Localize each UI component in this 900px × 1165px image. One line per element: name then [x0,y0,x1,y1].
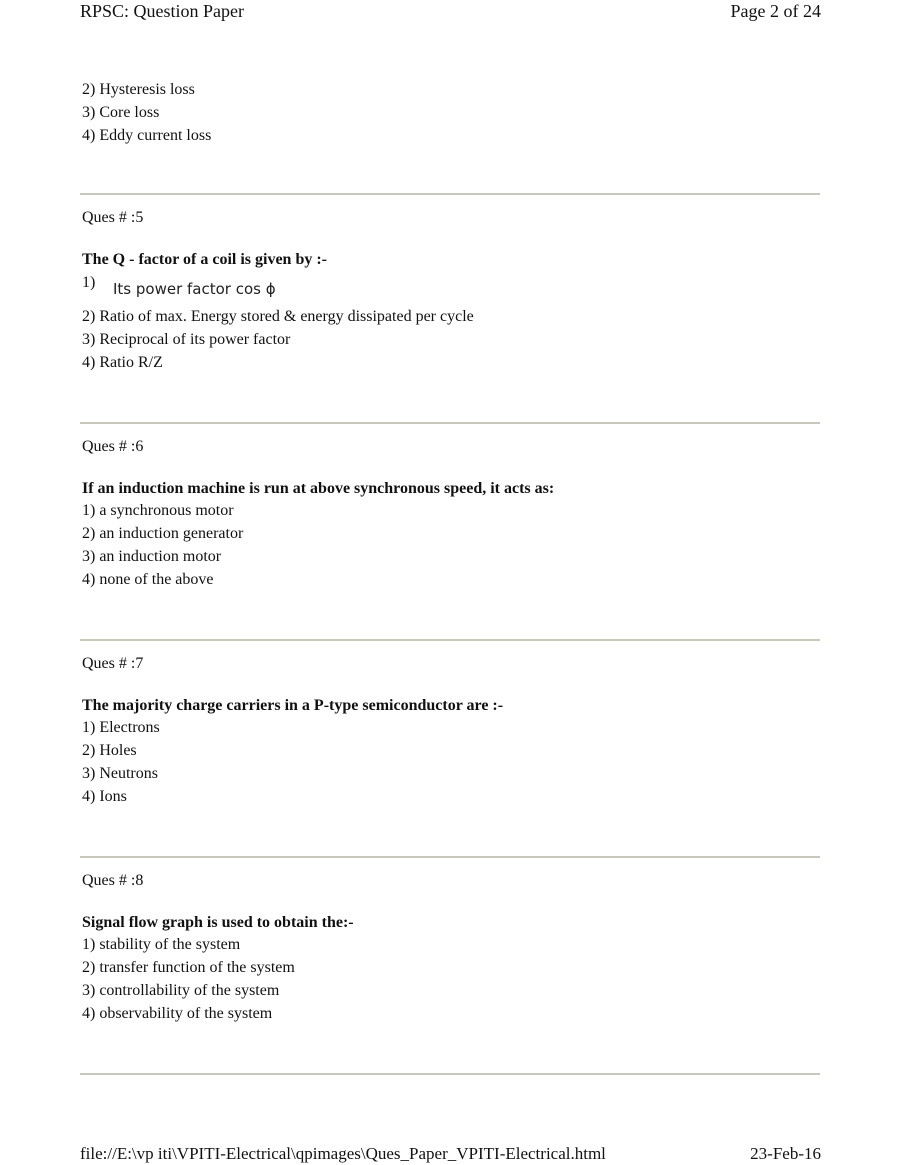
question-text: Signal flow graph is used to obtain the:- [82,913,354,931]
question-paper-content [82,79,822,1075]
question-text: The Q - factor of a coil is given by :- [82,251,328,269]
option: 1) stability of the system [82,936,241,954]
option-number: 1) [82,274,96,292]
option: 2) Holes [82,742,137,760]
question-text: The majority charge carriers in a P-type semiconductor are :- [82,696,504,714]
option: 3) Core loss [82,103,160,121]
option: 2) transfer function of the system [82,959,295,977]
option: 4) none of the above [82,570,214,588]
option: 3) controllability of the system [82,981,280,999]
option: 3) Neutrons [82,764,158,782]
page-footer [80,1143,821,1165]
file-path: file://E:\vp iti\VPITI-Electrical\qpimages\Ques_Paper_VPITI-Electrical.html [80,1144,606,1163]
question-number: Ques # :6 [82,437,144,455]
question-divider [80,193,820,195]
question-divider [80,1073,820,1075]
question-divider [80,856,820,858]
option: 4) Ions [82,787,127,805]
option: 4) observability of the system [82,1004,273,1022]
question-divider [80,422,820,424]
question-number: Ques # :5 [82,209,144,227]
option: 1) Electrons [82,719,160,737]
question-number: Ques # :8 [82,871,144,889]
question-number: Ques # :7 [82,654,144,672]
option: 2) Hysteresis loss [82,81,195,98]
print-date: 23-Feb-16 [750,1144,821,1163]
question-text: If an induction machine is run at above synchronous speed, it acts as: [82,479,555,497]
option: 4) Ratio R/Z [82,353,163,371]
question-block [82,208,822,374]
option: 2) Ratio of max. Energy stored & energy dissipated per cycle [82,308,474,326]
page-header [80,0,821,24]
previous-question-options [82,79,822,147]
option-image-text: Its power factor cos ϕ [113,280,276,299]
option: 3) Reciprocal of its power factor [82,330,291,348]
question-divider [80,639,820,641]
option: 4) Eddy current loss [82,126,212,144]
option: 1) a synchronous motor [82,502,234,520]
question-block [82,654,822,809]
option-with-image [82,272,822,306]
question-block [82,437,822,592]
document-title: RPSC: Question Paper [80,1,245,21]
option: 2) an induction generator [82,525,244,543]
option: 3) an induction motor [82,547,222,565]
page-number: Page 2 of 24 [730,1,821,21]
question-block [82,871,822,1026]
